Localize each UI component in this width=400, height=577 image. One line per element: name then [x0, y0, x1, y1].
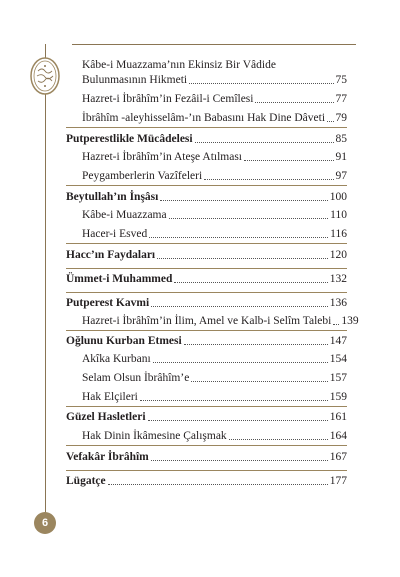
toc-entry-label: Akîka Kurbanı	[82, 353, 151, 365]
toc-section-label: Lügatçe	[66, 475, 106, 487]
dot-leader	[169, 218, 329, 219]
toc-section-page: 167	[329, 451, 347, 463]
toc-section-page: 100	[329, 191, 347, 203]
toc-entry-page: 91	[335, 151, 347, 163]
toc-entry-label: Hacer-i Esved	[82, 228, 148, 240]
section-divider	[66, 185, 347, 186]
toc-entry-label: Kâbe-i Muazzama’nın Ekinsiz Bir Vâdide	[82, 59, 276, 71]
toc-entry[interactable]	[82, 71, 347, 87]
toc-section-label: Vefakâr İbrâhîm	[66, 451, 149, 463]
toc-entry[interactable]	[82, 427, 347, 443]
toc-section[interactable]	[66, 472, 347, 488]
toc-section[interactable]	[66, 130, 347, 146]
toc-entry[interactable]	[82, 56, 347, 72]
dot-leader	[184, 344, 328, 345]
toc-section-page: 177	[329, 475, 347, 487]
toc-entry[interactable]	[82, 148, 347, 164]
section-divider	[66, 330, 347, 331]
toc-section-label: Oğlunu Kurban Etmesi	[66, 335, 182, 347]
toc-entry-page: 139	[341, 315, 359, 327]
toc-entry-page: 157	[329, 372, 347, 384]
toc-entry-label: Hazret-i İbrâhîm’in Fezâil-i Cemîlesi	[82, 93, 254, 105]
toc-section[interactable]	[66, 294, 347, 310]
toc-entry-label: Kâbe-i Muazzama	[82, 209, 167, 221]
toc-section-label: Ümmet-i Muhammed	[66, 273, 173, 285]
section-divider	[66, 268, 347, 269]
toc-entry-label: Selam Olsun İbrâhîm’e	[82, 372, 190, 384]
dot-leader	[204, 179, 333, 180]
toc-entry-page: 110	[330, 209, 347, 221]
dot-leader	[151, 306, 328, 307]
toc-entry-label: Hak Dinin İkâmesine Çalışmak	[82, 430, 227, 442]
toc-section-label: Beytullah’ın İnşâsı	[66, 191, 159, 203]
dot-leader	[255, 102, 333, 103]
dot-leader	[174, 282, 327, 283]
dot-leader	[191, 381, 327, 382]
toc-section-label: Hacc’ın Faydaları	[66, 249, 156, 261]
toc-entry-page: 116	[330, 228, 347, 240]
toc-section-label: Güzel Hasletleri	[66, 411, 146, 423]
toc-section-page: 132	[329, 273, 347, 285]
section-divider	[66, 292, 347, 293]
dot-leader	[244, 160, 334, 161]
dot-leader	[153, 362, 328, 363]
toc-entry[interactable]	[82, 90, 347, 106]
toc-entry-page: 164	[329, 430, 347, 442]
toc-entry[interactable]	[82, 369, 347, 385]
toc-entry-page: 159	[329, 391, 347, 403]
dot-leader	[327, 121, 333, 122]
section-divider	[66, 243, 347, 244]
toc-entry-label: Bulunmasının Hikmeti	[82, 74, 188, 86]
section-divider	[66, 445, 347, 446]
dot-leader	[189, 83, 333, 84]
toc-section-label: Putperest Kavmi	[66, 297, 150, 309]
dot-leader	[151, 460, 328, 461]
dot-leader	[333, 324, 339, 325]
toc-section[interactable]	[66, 448, 347, 464]
toc-entry-page: 154	[329, 353, 347, 365]
toc-entry-page: 97	[335, 170, 347, 182]
toc-entry[interactable]	[82, 388, 347, 404]
toc-section-page: 136	[329, 297, 347, 309]
toc-section-page: 147	[329, 335, 347, 347]
toc-section[interactable]	[66, 332, 347, 348]
dot-leader	[140, 400, 328, 401]
toc-section-label: Putperestlikle Mücâdelesi	[66, 133, 193, 145]
dot-leader	[148, 420, 328, 421]
toc-entry[interactable]	[82, 109, 347, 125]
toc-entry[interactable]	[82, 312, 359, 328]
dot-leader	[229, 439, 328, 440]
toc-entry-page: 77	[335, 93, 347, 105]
toc-entry-page: 75	[335, 74, 347, 86]
section-divider	[66, 406, 347, 407]
toc-entry[interactable]	[82, 350, 347, 366]
toc-section[interactable]	[66, 246, 347, 262]
toc-entry-label: Peygamberlerin Vazîfeleri	[82, 170, 203, 182]
toc-entry-label: Hazret-i İbrâhîm’in İlim, Amel ve Kalb-i Selîm Talebi	[82, 315, 332, 327]
dot-leader	[157, 258, 328, 259]
section-divider	[66, 470, 347, 471]
page-number-badge	[34, 512, 56, 534]
toc-entry[interactable]	[82, 225, 347, 241]
toc-entry-label: İbrâhîm -aleyhisselâm-’ın Babasını Hak Dine Dâveti	[82, 112, 326, 124]
toc-section-page: 161	[329, 411, 347, 423]
dot-leader	[149, 237, 328, 238]
toc-section[interactable]	[66, 188, 347, 204]
toc-entry-page: 79	[335, 112, 347, 124]
toc-entry[interactable]	[82, 206, 347, 222]
dot-leader	[108, 484, 328, 485]
toc-section[interactable]	[66, 270, 347, 286]
toc-entry-label: Hazret-i İbrâhîm’in Ateşe Atılması	[82, 151, 242, 163]
toc-entry-label: Hak Elçileri	[82, 391, 138, 403]
page-number: 6	[41, 517, 49, 529]
dot-leader	[195, 142, 334, 143]
toc-section-page: 120	[329, 249, 347, 261]
section-divider	[66, 127, 347, 128]
toc-section[interactable]	[66, 408, 347, 424]
dot-leader	[160, 200, 327, 201]
toc-entry[interactable]	[82, 167, 347, 183]
toc-section-page: 85	[335, 133, 347, 145]
